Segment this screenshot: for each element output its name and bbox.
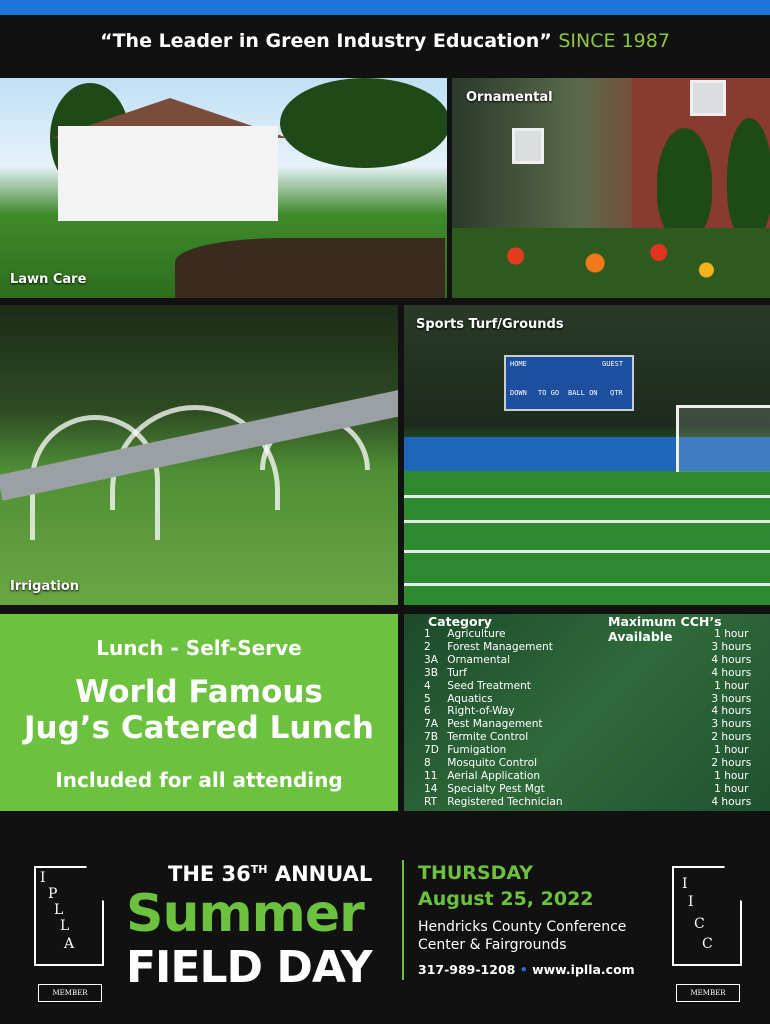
ornamental-label: Ornamental xyxy=(466,90,553,105)
category-hours: 4 hours xyxy=(711,653,752,666)
scoreboard-guest: GUEST xyxy=(602,360,624,368)
annual-number: THE 36 xyxy=(168,862,251,886)
category-name: Turf xyxy=(447,666,467,679)
badge-letter: A xyxy=(64,936,75,952)
irrigation-label: Irrigation xyxy=(10,579,80,594)
summer-title: Summer xyxy=(126,884,364,944)
divider-line xyxy=(402,860,404,980)
category-name: Termite Control xyxy=(447,731,529,744)
venue-line2: Center & Fairgrounds xyxy=(418,937,567,953)
member-label: MEMBER xyxy=(38,984,102,1002)
category-hours: 1 hour xyxy=(714,782,749,795)
category-code: 7B xyxy=(424,731,439,744)
category-row xyxy=(424,718,770,731)
lunch-headline xyxy=(0,674,398,746)
category-hours: 4 hours xyxy=(711,666,752,679)
irrigation-photo xyxy=(0,305,398,605)
venue-line1: Hendricks County Conference xyxy=(418,919,627,935)
category-row xyxy=(424,654,770,667)
event-band xyxy=(0,820,770,1024)
mulch-bed xyxy=(175,238,445,298)
scoreboard-qtr: QTR xyxy=(610,389,623,397)
category-code: 3A xyxy=(424,653,438,666)
annual-text xyxy=(168,862,372,886)
field-line xyxy=(404,495,770,498)
scoreboard-home: HOME xyxy=(510,360,527,368)
category-code: 1 xyxy=(424,628,431,640)
category-hours: 3 hours xyxy=(711,640,752,653)
tree-shape xyxy=(280,78,447,168)
member-label: MEMBER xyxy=(676,984,740,1002)
category-code: 2 xyxy=(424,640,431,653)
category-row xyxy=(424,796,770,809)
category-code: 11 xyxy=(424,769,438,782)
category-hours: 1 hour xyxy=(714,744,749,757)
category-code: 7A xyxy=(424,718,438,731)
category-name: Fumigation xyxy=(447,744,507,757)
category-row xyxy=(424,731,770,744)
badge-letter: I xyxy=(688,894,694,910)
category-code: 7D xyxy=(424,744,439,757)
category-header: Category xyxy=(428,614,492,629)
categories-panel xyxy=(404,614,770,811)
category-name: Seed Treatment xyxy=(447,679,531,692)
badge-letter: I xyxy=(682,876,688,892)
scoreboard xyxy=(504,355,634,411)
category-hours: 1 hour xyxy=(714,628,749,640)
category-row xyxy=(424,628,770,641)
tagline xyxy=(0,30,770,52)
scoreboard-to-go: TO GO xyxy=(538,389,560,397)
lawn-care-label: Lawn Care xyxy=(10,272,87,287)
badge-letter: C xyxy=(702,936,713,952)
lunch-headline-line1: World Famous xyxy=(75,674,323,710)
badge-letter: L xyxy=(60,918,70,934)
event-venue xyxy=(418,918,626,954)
category-hours: 3 hours xyxy=(711,692,752,705)
category-row xyxy=(424,693,770,706)
category-row xyxy=(424,783,770,796)
category-hours: 3 hours xyxy=(711,718,752,731)
category-hours: 2 hours xyxy=(711,757,752,770)
sports-turf-photo xyxy=(404,305,770,605)
category-code: 3B xyxy=(424,666,439,679)
category-name: Aquatics xyxy=(447,692,493,705)
category-hours: 1 hour xyxy=(714,769,749,782)
category-code: RT xyxy=(424,795,438,808)
scoreboard-down: DOWN xyxy=(510,389,527,397)
website-link[interactable]: www.iplla.com xyxy=(532,962,635,977)
category-code: 8 xyxy=(424,757,431,770)
category-name: Specialty Pest Mgt xyxy=(447,782,545,795)
cch-header: Maximum CCH’s Available xyxy=(608,614,722,644)
field-line xyxy=(404,550,770,553)
category-name: Forest Management xyxy=(447,640,553,653)
shrub-shape xyxy=(727,118,770,238)
window-shape xyxy=(512,128,544,164)
category-name: Ornamental xyxy=(447,653,511,666)
category-row xyxy=(424,744,770,757)
category-row xyxy=(424,641,770,654)
category-hours: 4 hours xyxy=(711,705,752,718)
tagline-text: “The Leader in Green Industry Education” xyxy=(100,30,552,52)
field-day-title: FIELD DAY xyxy=(126,942,372,993)
annual-word: ANNUAL xyxy=(274,862,373,886)
since-text: SINCE 1987 xyxy=(558,30,670,52)
soccer-goal xyxy=(676,405,770,472)
category-code: 6 xyxy=(424,705,431,718)
category-hours: 4 hours xyxy=(711,795,752,808)
category-name: Registered Technician xyxy=(447,795,563,808)
lawn-care-photo xyxy=(0,78,447,298)
category-name: Aerial Application xyxy=(447,769,541,782)
flower-bed xyxy=(452,228,770,298)
iicc-member-badge xyxy=(672,866,742,1006)
iplla-member-badge xyxy=(34,866,104,1006)
phone-number: 317-989-1208 xyxy=(418,962,516,977)
window-shape xyxy=(690,80,726,116)
lunch-title: Lunch - Self-Serve xyxy=(96,636,302,660)
lunch-panel xyxy=(0,614,398,811)
contact-line xyxy=(418,962,635,977)
category-row xyxy=(424,705,770,718)
badge-letter: L xyxy=(54,902,64,918)
category-name: Right-of-Way xyxy=(447,705,515,718)
field-line xyxy=(404,583,770,586)
category-row xyxy=(424,770,770,783)
category-row xyxy=(424,680,770,693)
category-code: 5 xyxy=(424,692,431,705)
category-hours: 1 hour xyxy=(714,679,749,692)
category-code: 4 xyxy=(424,679,431,692)
top-accent-bar xyxy=(0,0,770,15)
category-code: 14 xyxy=(424,782,438,795)
field-line xyxy=(404,520,770,523)
category-hours: 2 hours xyxy=(711,731,752,744)
category-table xyxy=(424,628,770,809)
category-name: Mosquito Control xyxy=(447,757,538,770)
category-name: Agriculture xyxy=(447,628,506,640)
house-shape xyxy=(58,126,278,221)
badge-letter: I xyxy=(40,870,46,886)
lunch-subtitle: Included for all attending xyxy=(55,768,343,792)
event-date: August 25, 2022 xyxy=(418,888,594,910)
category-name: Pest Management xyxy=(447,718,543,731)
annual-suffix: TH xyxy=(250,863,268,876)
separator-dot: • xyxy=(519,962,528,977)
scoreboard-ball-on: BALL ON xyxy=(568,389,598,397)
category-row xyxy=(424,757,770,770)
ornamental-photo xyxy=(452,78,770,298)
lunch-headline-line2: Jug’s Catered Lunch xyxy=(24,710,374,746)
category-row xyxy=(424,667,770,680)
badge-letter: P xyxy=(48,886,58,902)
badge-letter: C xyxy=(694,916,705,932)
shrub-shape xyxy=(657,128,712,238)
sports-turf-label: Sports Turf/Grounds xyxy=(416,317,564,332)
event-day: THURSDAY xyxy=(418,862,534,884)
